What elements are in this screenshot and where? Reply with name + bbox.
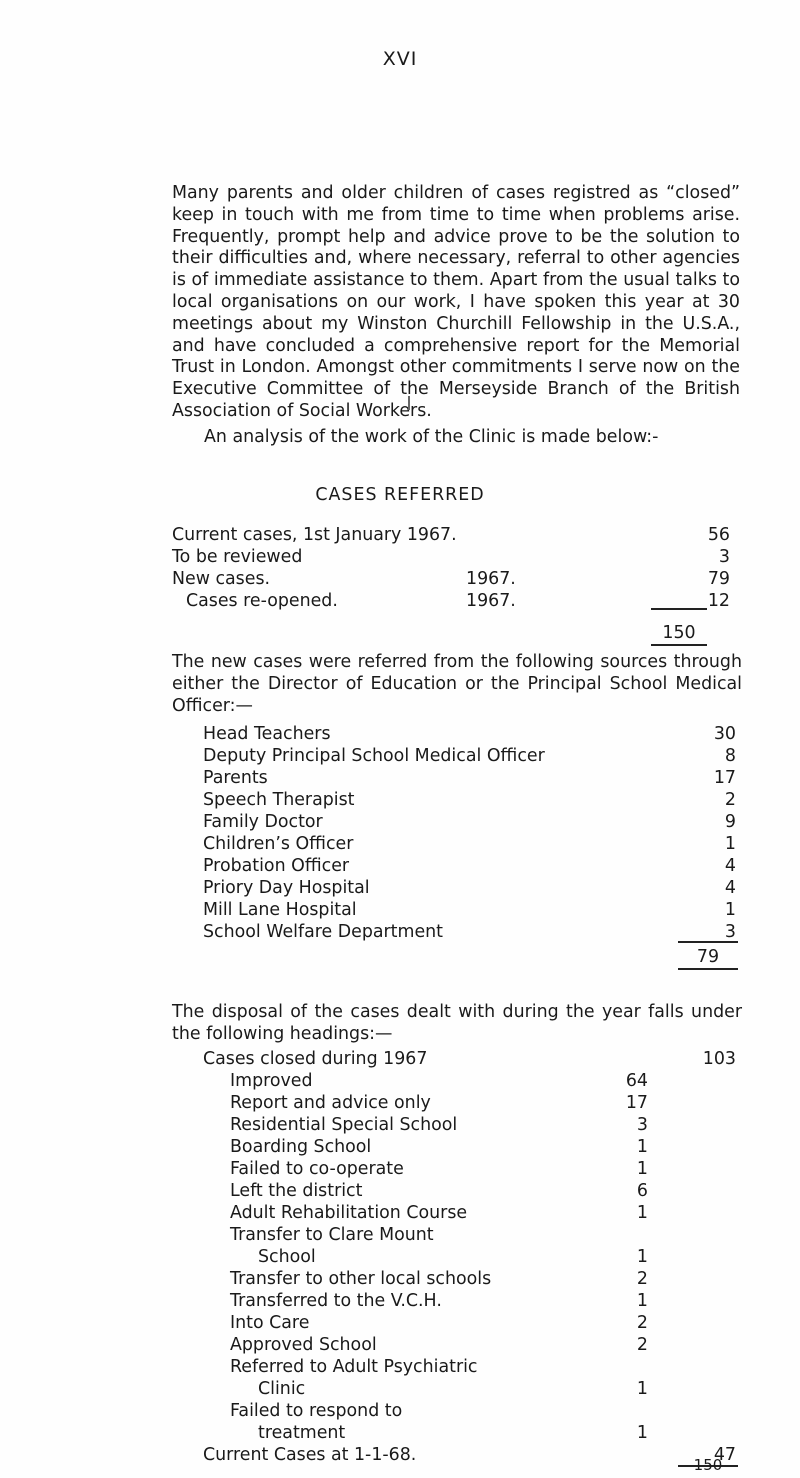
item-label: Transfer to Clare Mount [230,1225,434,1245]
row-value: 3 [718,547,730,567]
total-value: 150 [662,623,696,643]
row-value: 4 [724,878,736,898]
disposal-item [230,1290,650,1312]
row-value: 1 [724,900,736,920]
item-value: 1 [636,1203,648,1223]
row-year: 1967. [466,569,516,589]
item-label: Clinic [258,1379,306,1399]
row-value: 1 [724,834,736,854]
item-label: Referred to Adult Psychiatric [230,1357,478,1377]
item-value: 1 [636,1379,648,1399]
row-label: Parents [203,768,268,788]
cases-referred-row [172,524,734,546]
row-value: 9 [724,812,736,832]
row-label: Head Teachers [203,724,331,744]
item-label: Boarding School [230,1137,372,1157]
page-number-header: XVI [382,48,418,70]
item-label: School [258,1247,316,1267]
disposal-item [230,1268,650,1290]
item-label: Report and advice only [230,1093,431,1113]
cases-referred-total [651,622,707,644]
item-value: 64 [625,1071,648,1091]
row-label: Deputy Principal School Medical Officer [203,746,545,766]
referral-source-row [203,833,738,855]
analysis-intro: An analysis of the work of the Clinic is made below:- [204,427,659,447]
row-label: Speech Therapist [203,790,355,810]
row-label: Current Cases at 1-1-68. [203,1445,417,1465]
row-value: 47 [713,1445,736,1465]
row-label: Family Doctor [203,812,323,832]
referral-intro-paragraph: The new cases were referred from the following sources through either the Director of Education or the Principal School Medical Officer:— [172,652,742,716]
disposal-item [258,1378,650,1400]
subtotal-rule [651,608,707,610]
disposal-item [230,1180,650,1202]
referral-source-row [203,921,738,943]
scan-mark [408,396,410,410]
row-value: 4 [724,856,736,876]
disposal-item [230,1334,650,1356]
item-value: 2 [636,1313,648,1333]
item-label: Left the district [230,1181,363,1201]
item-label: Transfer to other local schools [230,1269,492,1289]
row-value: 8 [724,746,736,766]
disposal-item [258,1422,650,1444]
referral-source-row [203,899,738,921]
row-value: 56 [707,525,730,545]
item-label: Residential Special School [230,1115,458,1135]
item-value: 1 [636,1159,648,1179]
total-rule [678,968,738,970]
item-value: 3 [636,1115,648,1135]
referral-source-row [203,811,738,833]
total-rule [651,644,707,646]
item-label: Into Care [230,1313,310,1333]
item-label: Failed to respond to [230,1401,403,1421]
item-label: Failed to co-operate [230,1159,404,1179]
referral-sources-total [678,946,738,968]
item-label: Approved School [230,1335,377,1355]
row-label: Cases closed during 1967 [203,1049,428,1069]
disposal-item [230,1114,650,1136]
row-value: 79 [707,569,730,589]
total-value: 150 [693,1456,723,1474]
subtotal-rule [678,941,738,943]
disposal-item [230,1224,650,1246]
item-label: Adult Rehabilitation Course [230,1203,468,1223]
referral-source-row [203,723,738,745]
referral-source-row [203,745,738,767]
row-label: Priory Day Hospital [203,878,370,898]
item-value: 1 [636,1247,648,1267]
cases-referred-title: CASES REFERRED [315,485,485,505]
disposal-item [230,1312,650,1334]
disposal-item [230,1202,650,1224]
disposal-item [230,1356,650,1378]
disposal-item [230,1400,650,1422]
row-value: 12 [707,591,730,611]
disposal-item [258,1246,650,1268]
item-value: 17 [625,1093,648,1113]
row-label: Mill Lane Hospital [203,900,357,920]
referral-source-row [203,767,738,789]
referral-source-row [203,877,738,899]
disposal-item [230,1136,650,1158]
row-label: To be reviewed [172,547,303,567]
row-value: 30 [713,724,736,744]
cases-referred-row [172,590,734,612]
row-label: School Welfare Department [203,922,443,942]
disposal-intro-paragraph: The disposal of the cases dealt with during the year falls under the following headings:— [172,1002,742,1044]
referral-source-row [203,855,738,877]
intro-paragraph: Many parents and older children of cases registred as “closed” keep in touch with me from time to time when problems arise. Frequently, prompt help and advice prove to be the solution to their difficulties and, where necessary, referral to other agencies is of immediate assistance to them. Apart from the usual talks to local organisations on our work, I have spoken this year at 30 meetings about my Winston Churchill Fellowship in the U.S.A., and have concluded a comprehensive report for the Memorial Trust in London. Amongst other commitments I serve now on the Executive Committee of the Merseyside Branch of the British Association of Social Workers. [172,183,740,421]
item-value: 1 [636,1423,648,1443]
current-cases-row [203,1444,738,1466]
row-label: Children’s Officer [203,834,354,854]
disposal-item [230,1158,650,1180]
referral-source-row [203,789,738,811]
row-label: Probation Officer [203,856,350,876]
row-value: 103 [702,1049,736,1069]
item-label: treatment [258,1423,346,1443]
row-value: 2 [724,790,736,810]
grand-total-row [678,1456,738,1474]
row-value: 3 [724,922,736,942]
disposal-item [230,1070,650,1092]
cases-referred-row [172,568,734,590]
row-label: New cases. [172,569,271,589]
item-value: 1 [636,1291,648,1311]
cases-referred-row [172,546,734,568]
row-value: 17 [713,768,736,788]
row-label: Current cases, 1st January 1967. [172,525,457,545]
item-label: Improved [230,1071,313,1091]
item-value: 2 [636,1335,648,1355]
item-value: 2 [636,1269,648,1289]
item-value: 1 [636,1137,648,1157]
row-label: Cases re-opened. [186,591,338,611]
item-label: Transferred to the V.C.H. [230,1291,442,1311]
total-value: 79 [696,947,720,967]
disposal-item [230,1092,650,1114]
item-value: 6 [636,1181,648,1201]
cases-closed-row [203,1048,738,1070]
row-year: 1967. [466,591,516,611]
